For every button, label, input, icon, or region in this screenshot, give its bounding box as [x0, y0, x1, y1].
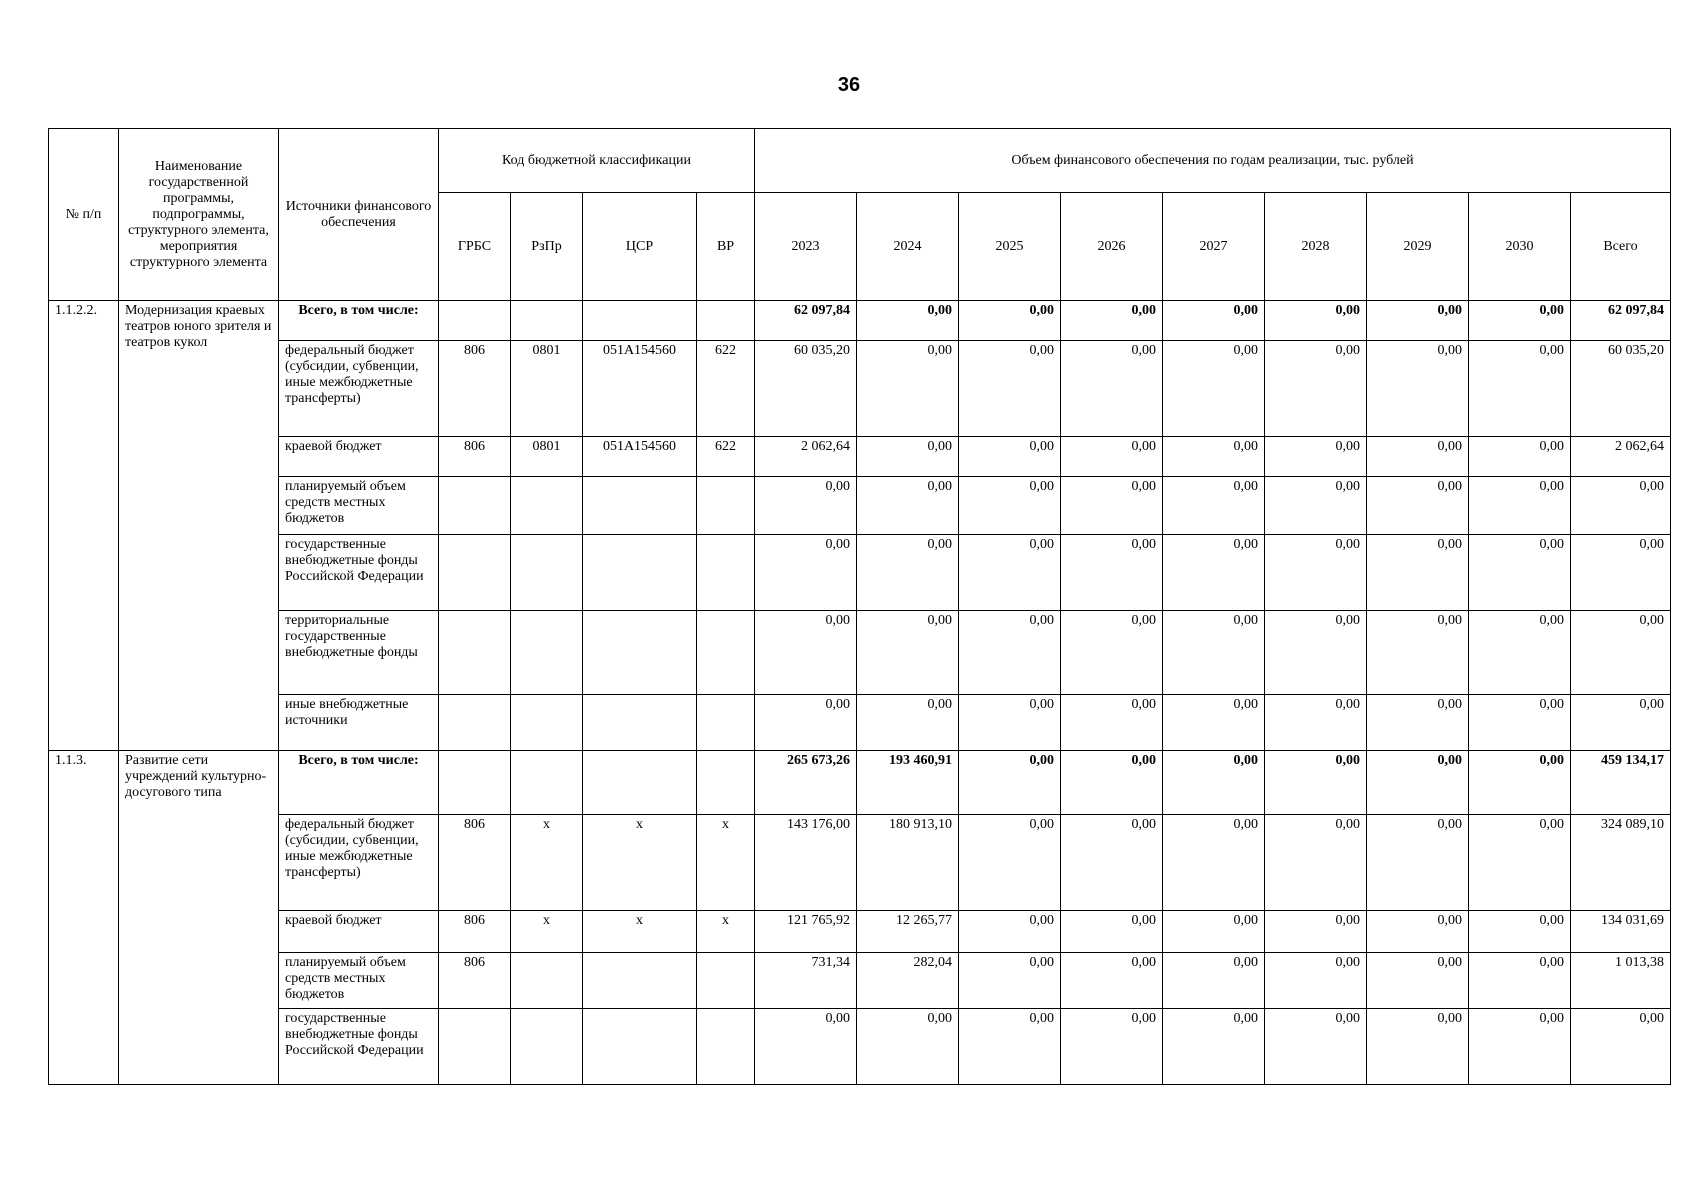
table-row [49, 1009, 1671, 1085]
header-total: Всего [1571, 193, 1671, 301]
cell-total: 459 134,17 [1571, 751, 1671, 815]
cell-total: 0,00 [1571, 611, 1671, 695]
cell-year-2029: 0,00 [1367, 341, 1469, 437]
cell-csr [583, 477, 697, 535]
cell-year-2023: 0,00 [755, 477, 857, 535]
cell-year-2023: 0,00 [755, 1009, 857, 1085]
cell-year-2025: 0,00 [959, 437, 1061, 477]
cell-vr [697, 301, 755, 341]
cell-csr: 051A154560 [583, 437, 697, 477]
item-number: 1.1.3. [49, 751, 119, 1085]
cell-year-2026: 0,00 [1061, 341, 1163, 437]
cell-year-2027: 0,00 [1163, 1009, 1265, 1085]
cell-year-2030: 0,00 [1469, 695, 1571, 751]
header-year-2028: 2028 [1265, 193, 1367, 301]
cell-rzpr [511, 695, 583, 751]
cell-vr [697, 1009, 755, 1085]
funding-source: территориальные государственные внебюджетные фонды [279, 611, 439, 695]
cell-year-2028: 0,00 [1265, 911, 1367, 953]
page-number: 36 [837, 74, 861, 96]
cell-year-2024: 0,00 [857, 611, 959, 695]
cell-year-2026: 0,00 [1061, 911, 1163, 953]
funding-source: планируемый объем средств местных бюджетов [279, 477, 439, 535]
cell-year-2027: 0,00 [1163, 437, 1265, 477]
cell-year-2026: 0,00 [1061, 1009, 1163, 1085]
cell-year-2026: 0,00 [1061, 535, 1163, 611]
item-number: 1.1.2.2. [49, 301, 119, 751]
header-year-2026: 2026 [1061, 193, 1163, 301]
cell-rzpr: 0801 [511, 437, 583, 477]
cell-year-2030: 0,00 [1469, 953, 1571, 1009]
cell-grbs [439, 611, 511, 695]
header-year-2023: 2023 [755, 193, 857, 301]
table-row [49, 301, 1671, 341]
cell-vr [697, 751, 755, 815]
cell-year-2026: 0,00 [1061, 301, 1163, 341]
cell-grbs: 806 [439, 341, 511, 437]
funding-source: федеральный бюджет (субсидии, субвенции, иные межбюджетные трансферты) [279, 341, 439, 437]
cell-year-2029: 0,00 [1367, 815, 1469, 911]
cell-csr [583, 301, 697, 341]
funding-source: Всего, в том числе: [279, 751, 439, 815]
cell-year-2024: 0,00 [857, 535, 959, 611]
cell-year-2025: 0,00 [959, 535, 1061, 611]
cell-year-2027: 0,00 [1163, 751, 1265, 815]
cell-year-2026: 0,00 [1061, 695, 1163, 751]
table-row [49, 611, 1671, 695]
cell-year-2027: 0,00 [1163, 695, 1265, 751]
cell-year-2025: 0,00 [959, 815, 1061, 911]
table-body [49, 301, 1671, 1085]
header-source: Источники финансового обеспечения [279, 129, 439, 301]
cell-year-2023: 0,00 [755, 611, 857, 695]
cell-year-2025: 0,00 [959, 341, 1061, 437]
cell-year-2026: 0,00 [1061, 437, 1163, 477]
cell-year-2024: 0,00 [857, 437, 959, 477]
header-vr: ВР [697, 193, 755, 301]
header-year-2025: 2025 [959, 193, 1061, 301]
cell-grbs [439, 535, 511, 611]
header-grbs: ГРБС [439, 193, 511, 301]
cell-year-2030: 0,00 [1469, 301, 1571, 341]
cell-vr [697, 477, 755, 535]
cell-year-2024: 180 913,10 [857, 815, 959, 911]
cell-rzpr [511, 477, 583, 535]
cell-year-2026: 0,00 [1061, 815, 1163, 911]
funding-source: Всего, в том числе: [279, 301, 439, 341]
header-rzpr: РзПр [511, 193, 583, 301]
cell-year-2028: 0,00 [1265, 437, 1367, 477]
cell-year-2030: 0,00 [1469, 1009, 1571, 1085]
cell-vr [697, 535, 755, 611]
cell-year-2028: 0,00 [1265, 301, 1367, 341]
cell-year-2023: 62 097,84 [755, 301, 857, 341]
cell-csr [583, 953, 697, 1009]
funding-source: иные внебюджетные источники [279, 695, 439, 751]
cell-total: 134 031,69 [1571, 911, 1671, 953]
cell-year-2023: 143 176,00 [755, 815, 857, 911]
funding-source: краевой бюджет [279, 911, 439, 953]
header-year-2027: 2027 [1163, 193, 1265, 301]
header-kbk-group: Код бюджетной классификации [439, 129, 755, 193]
item-name: Развитие сети учреждений культурно-досугового типа [119, 751, 279, 1085]
cell-rzpr [511, 611, 583, 695]
cell-year-2028: 0,00 [1265, 751, 1367, 815]
cell-rzpr [511, 535, 583, 611]
cell-year-2027: 0,00 [1163, 953, 1265, 1009]
cell-year-2025: 0,00 [959, 611, 1061, 695]
cell-year-2025: 0,00 [959, 695, 1061, 751]
table-row [49, 437, 1671, 477]
header-year-2024: 2024 [857, 193, 959, 301]
cell-grbs [439, 751, 511, 815]
cell-rzpr [511, 1009, 583, 1085]
cell-year-2024: 0,00 [857, 695, 959, 751]
cell-csr [583, 1009, 697, 1085]
cell-year-2027: 0,00 [1163, 341, 1265, 437]
header-num: № п/п [49, 129, 119, 301]
cell-total: 0,00 [1571, 695, 1671, 751]
cell-year-2025: 0,00 [959, 911, 1061, 953]
cell-grbs: 806 [439, 815, 511, 911]
cell-vr: x [697, 815, 755, 911]
cell-year-2024: 12 265,77 [857, 911, 959, 953]
cell-rzpr: x [511, 815, 583, 911]
cell-grbs [439, 1009, 511, 1085]
cell-year-2024: 0,00 [857, 301, 959, 341]
cell-year-2024: 0,00 [857, 477, 959, 535]
cell-year-2029: 0,00 [1367, 953, 1469, 1009]
funding-source: государственные внебюджетные фонды Российской Федерации [279, 1009, 439, 1085]
cell-rzpr: 0801 [511, 341, 583, 437]
cell-year-2023: 265 673,26 [755, 751, 857, 815]
cell-total: 0,00 [1571, 1009, 1671, 1085]
cell-year-2030: 0,00 [1469, 341, 1571, 437]
cell-grbs: 806 [439, 437, 511, 477]
cell-rzpr [511, 301, 583, 341]
cell-vr [697, 695, 755, 751]
cell-year-2026: 0,00 [1061, 953, 1163, 1009]
cell-csr [583, 695, 697, 751]
cell-total: 60 035,20 [1571, 341, 1671, 437]
cell-year-2024: 193 460,91 [857, 751, 959, 815]
cell-csr [583, 611, 697, 695]
cell-year-2025: 0,00 [959, 477, 1061, 535]
table-row [49, 341, 1671, 437]
financing-table [48, 128, 1671, 1085]
cell-year-2025: 0,00 [959, 953, 1061, 1009]
cell-total: 2 062,64 [1571, 437, 1671, 477]
cell-year-2029: 0,00 [1367, 695, 1469, 751]
cell-csr: x [583, 911, 697, 953]
cell-year-2030: 0,00 [1469, 815, 1571, 911]
cell-grbs: 806 [439, 953, 511, 1009]
cell-year-2028: 0,00 [1265, 953, 1367, 1009]
cell-year-2024: 0,00 [857, 1009, 959, 1085]
cell-year-2028: 0,00 [1265, 477, 1367, 535]
cell-grbs [439, 477, 511, 535]
table-row [49, 911, 1671, 953]
cell-rzpr: x [511, 911, 583, 953]
cell-year-2029: 0,00 [1367, 437, 1469, 477]
cell-year-2023: 121 765,92 [755, 911, 857, 953]
cell-year-2030: 0,00 [1469, 911, 1571, 953]
cell-csr [583, 751, 697, 815]
funding-source: краевой бюджет [279, 437, 439, 477]
cell-year-2030: 0,00 [1469, 477, 1571, 535]
table-row [49, 477, 1671, 535]
funding-source: государственные внебюджетные фонды Российской Федерации [279, 535, 439, 611]
cell-vr: 622 [697, 341, 755, 437]
cell-year-2025: 0,00 [959, 301, 1061, 341]
cell-year-2030: 0,00 [1469, 751, 1571, 815]
cell-year-2027: 0,00 [1163, 815, 1265, 911]
header-year-2029: 2029 [1367, 193, 1469, 301]
cell-year-2029: 0,00 [1367, 535, 1469, 611]
cell-total: 0,00 [1571, 477, 1671, 535]
funding-source: планируемый объем средств местных бюджетов [279, 953, 439, 1009]
cell-year-2029: 0,00 [1367, 1009, 1469, 1085]
cell-total: 1 013,38 [1571, 953, 1671, 1009]
cell-year-2027: 0,00 [1163, 535, 1265, 611]
cell-year-2029: 0,00 [1367, 301, 1469, 341]
cell-year-2024: 0,00 [857, 341, 959, 437]
cell-year-2026: 0,00 [1061, 751, 1163, 815]
cell-vr: 622 [697, 437, 755, 477]
cell-year-2028: 0,00 [1265, 1009, 1367, 1085]
cell-csr: x [583, 815, 697, 911]
cell-total: 62 097,84 [1571, 301, 1671, 341]
header-csr: ЦСР [583, 193, 697, 301]
cell-year-2023: 2 062,64 [755, 437, 857, 477]
cell-year-2029: 0,00 [1367, 477, 1469, 535]
cell-year-2030: 0,00 [1469, 535, 1571, 611]
cell-vr: x [697, 911, 755, 953]
header-volume-group: Объем финансового обеспечения по годам реализации, тыс. рублей [755, 129, 1671, 193]
cell-rzpr [511, 953, 583, 1009]
cell-year-2028: 0,00 [1265, 535, 1367, 611]
cell-year-2030: 0,00 [1469, 437, 1571, 477]
table-header [49, 129, 1671, 301]
cell-vr [697, 953, 755, 1009]
cell-year-2023: 0,00 [755, 535, 857, 611]
cell-year-2025: 0,00 [959, 1009, 1061, 1085]
cell-year-2029: 0,00 [1367, 911, 1469, 953]
cell-year-2025: 0,00 [959, 751, 1061, 815]
table-row [49, 815, 1671, 911]
cell-year-2023: 731,34 [755, 953, 857, 1009]
cell-year-2028: 0,00 [1265, 341, 1367, 437]
cell-year-2029: 0,00 [1367, 611, 1469, 695]
cell-year-2027: 0,00 [1163, 911, 1265, 953]
table-row [49, 751, 1671, 815]
cell-year-2028: 0,00 [1265, 695, 1367, 751]
cell-year-2028: 0,00 [1265, 611, 1367, 695]
cell-year-2030: 0,00 [1469, 611, 1571, 695]
table-row [49, 695, 1671, 751]
cell-year-2026: 0,00 [1061, 611, 1163, 695]
header-year-2030: 2030 [1469, 193, 1571, 301]
cell-year-2029: 0,00 [1367, 751, 1469, 815]
funding-source: федеральный бюджет (субсидии, субвенции, иные межбюджетные трансферты) [279, 815, 439, 911]
cell-year-2027: 0,00 [1163, 477, 1265, 535]
header-name: Наименование государственной программы, подпрограммы, структурного элемента, мероприятия структурного элемента [119, 129, 279, 301]
cell-year-2023: 0,00 [755, 695, 857, 751]
cell-year-2027: 0,00 [1163, 611, 1265, 695]
cell-year-2024: 282,04 [857, 953, 959, 1009]
cell-total: 324 089,10 [1571, 815, 1671, 911]
cell-vr [697, 611, 755, 695]
cell-total: 0,00 [1571, 535, 1671, 611]
table-row [49, 953, 1671, 1009]
cell-csr [583, 535, 697, 611]
cell-rzpr [511, 751, 583, 815]
cell-year-2027: 0,00 [1163, 301, 1265, 341]
cell-grbs: 806 [439, 911, 511, 953]
cell-year-2028: 0,00 [1265, 815, 1367, 911]
cell-grbs [439, 695, 511, 751]
cell-year-2023: 60 035,20 [755, 341, 857, 437]
cell-grbs [439, 301, 511, 341]
cell-csr: 051A154560 [583, 341, 697, 437]
table-row [49, 535, 1671, 611]
item-name: Модернизация краевых театров юного зрителя и театров кукол [119, 301, 279, 751]
cell-year-2026: 0,00 [1061, 477, 1163, 535]
